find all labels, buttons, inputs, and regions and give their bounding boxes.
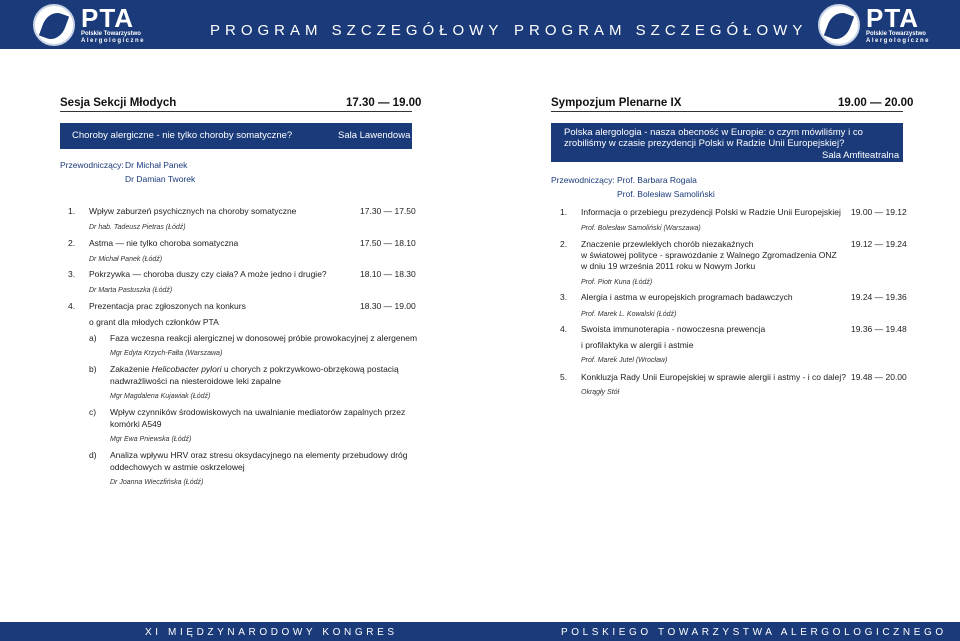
right-item-5-time: 19.48 — 20.00 [851, 372, 907, 382]
right-session-title: Sympozjum Plenarne IX [551, 97, 682, 109]
right-title-underline [551, 111, 903, 112]
program-title-right: PROGRAM SZCZEGÓŁOWY [514, 22, 808, 39]
right-room-text: Sala Amfiteatralna [822, 150, 900, 161]
left-topic-box [60, 123, 412, 149]
left-item-2-title: Astma — nie tylko choroba somatyczna [89, 238, 239, 248]
left-item-1-num: 1. [68, 206, 76, 216]
left-chair-2: Dr Damian Tworek [125, 174, 196, 184]
subitem-a-line1: Faza wczesna reakcji alergicznej w donosowej próbie prowokacyjnej z alergenem [110, 333, 418, 343]
footer-bar [0, 622, 960, 641]
subitem-b-line1 [110, 364, 399, 374]
left-session-time: 17.30 — 19.00 [346, 97, 422, 109]
right-item-2-author: Prof. Piotr Kuna (Łódź) [581, 279, 653, 286]
subitem-b-letter: b) [89, 364, 97, 374]
subitem-b-author: Mgr Magdalena Kujawiak (Łódź) [110, 393, 211, 400]
right-chair-1: Prof. Barbara Rogala [617, 175, 697, 185]
right-topic-line2: zrobiliśmy w czasie prezydencji Polski w Radzie Unii Europejskiej? [564, 138, 845, 149]
right-item-2-line1: Znaczenie przewlekłych chorób niezakaźnych [581, 239, 754, 249]
left-item-4-title: Prezentacja prac zgłoszonych na konkurs [89, 301, 246, 311]
right-item-2-line2: w światowej polityce - sprawozdanie z Walnego Zgromadzenia ONZ [581, 250, 837, 260]
left-item-3-time: 18.10 — 18.30 [360, 269, 416, 279]
left-topic-text: Choroby alergiczne - nie tylko choroby somatyczne? [72, 130, 293, 141]
footer-right-text: POLSKIEGO TOWARZYSTWA ALERGOLOGICZNEGO [561, 627, 947, 638]
left-item-3-title: Pokrzywka — choroba duszy czy ciała? A może jedno i drugie? [89, 269, 327, 279]
right-item-5-author: Okrągły Stół [581, 389, 620, 396]
right-item-3-time: 19.24 — 19.36 [851, 292, 907, 302]
left-item-4-time: 18.30 — 19.00 [360, 301, 416, 311]
right-item-4-line1: Swoista immunoterapia - nowoczesna prewencja [581, 324, 766, 334]
footer-left-text: XI MIĘDZYNARODOWY KONGRES [145, 627, 398, 638]
right-item-2-time: 19.12 — 19.24 [851, 239, 907, 249]
subitem-b-line2: nadwrażliwości na niesteroidowe leki zapalne [110, 376, 282, 386]
right-item-4-time: 19.36 — 19.48 [851, 324, 907, 334]
right-chair-label: Przewodniczący: [551, 175, 615, 185]
subitem-d-letter: d) [89, 450, 97, 460]
logo-sub1-text: Polskie Towarzystwo [81, 30, 141, 37]
left-item-2-time: 17.50 — 18.10 [360, 238, 416, 248]
right-item-3-line1: Alergia i astma w europejskich programach badawczych [581, 292, 793, 302]
right-chair-2: Prof. Bolesław Samoliński [617, 189, 715, 199]
logo-main-text: PTA [81, 2, 135, 33]
subitem-b-line1-italic: Helicobacter pylori [151, 364, 222, 374]
right-item-1-line1: Informacja o przebiegu prezydencji Polski w Radzie Unii Europejskiej [581, 207, 841, 217]
subitem-c-author: Mgr Ewa Pniewska (Łódź) [110, 436, 192, 443]
left-chair-1: Dr Michał Panek [125, 160, 188, 170]
logo-main-text: PTA [866, 2, 920, 33]
pta-logo-left [33, 0, 145, 49]
left-item-2-num: 2. [68, 238, 76, 248]
subitem-c-letter: c) [89, 407, 97, 417]
right-item-1-num: 1. [560, 207, 568, 217]
subitem-a-author: Mgr Edyta Krzych-Fałta (Warszawa) [110, 350, 223, 357]
header-bar [0, 0, 960, 49]
left-item-3-author: Dr Marta Pastuszka (Łódź) [89, 287, 173, 294]
grant-text: o grant dla młodych członków PTA [89, 317, 219, 327]
left-item-2-author: Dr Michał Panek (Łódź) [89, 256, 163, 263]
left-room-text: Sala Lawendowa [338, 130, 411, 141]
subitem-b-line1-post: u chorych z pokrzywkowo-obrzękową postacią [221, 364, 399, 374]
right-item-2-line3: w dniu 19 września 2011 roku w Nowym Jorku [581, 261, 756, 271]
right-item-1-author: Prof. Bolesław Samoliński (Warszawa) [581, 225, 701, 232]
left-item-1-author: Dr hab. Tadeusz Pietras (Łódź) [89, 224, 186, 231]
right-topic-box [551, 123, 903, 162]
subitem-a-letter: a) [89, 333, 97, 343]
right-item-3-author: Prof. Marek L. Kowalski (Łódź) [581, 311, 677, 318]
logo-sub2-text: Alergologiczne [81, 37, 146, 44]
right-item-4-line2: i profilaktyka w alergii i astmie [581, 340, 694, 350]
subitem-c-line2: komórki A549 [110, 419, 162, 429]
left-session-title: Sesja Sekcji Młodych [60, 97, 177, 109]
left-item-1-title: Wpływ zaburzeń psychicznych na choroby somatyczne [89, 206, 297, 216]
right-item-4-author: Prof. Marek Jutel (Wrocław) [581, 357, 668, 364]
subitem-d-author: Dr Joanna Wieczfińska (Łódź) [110, 479, 204, 486]
left-item-3-num: 3. [68, 269, 76, 279]
subitem-b-line1-pre: Zakażenie [110, 364, 152, 374]
right-topic-line1: Polska alergologia - nasza obecność w Europie: o czym mówiliśmy i co [564, 127, 863, 138]
pta-logo-right [818, 0, 930, 49]
right-session-time: 19.00 — 20.00 [838, 97, 914, 109]
left-chair-label: Przewodniczący: [60, 160, 124, 170]
subitem-d-line1: Analiza wpływu HRV oraz stresu oksydacyjnego na elementy przebudowy dróg [110, 450, 408, 460]
left-title-underline [60, 111, 412, 112]
pta-emblem-icon [818, 4, 860, 46]
right-item-3-num: 3. [560, 292, 568, 302]
right-item-4-num: 4. [560, 324, 568, 334]
logo-sub2-text: Alergologiczne [866, 37, 931, 44]
left-item-4-num: 4. [68, 301, 76, 311]
left-item-1-time: 17.30 — 17.50 [360, 206, 416, 216]
subitem-c-line1: Wpływ czynników środowiskowych na uwalnianie mediatorów zapalnych przez [110, 407, 406, 417]
right-item-2-num: 2. [560, 239, 568, 249]
right-item-5-num: 5. [560, 372, 568, 382]
program-title-left: PROGRAM SZCZEGÓŁOWY [210, 22, 504, 39]
subitem-d-line2: oddechowych w astmie oskrzelowej [110, 462, 245, 472]
right-item-5-line1: Konkluzja Rady Unii Europejskiej w sprawie alergii i astmy - i co dalej? [581, 372, 847, 382]
pta-emblem-icon [33, 4, 75, 46]
right-item-1-time: 19.00 — 19.12 [851, 207, 907, 217]
logo-sub1-text: Polskie Towarzystwo [866, 30, 926, 37]
